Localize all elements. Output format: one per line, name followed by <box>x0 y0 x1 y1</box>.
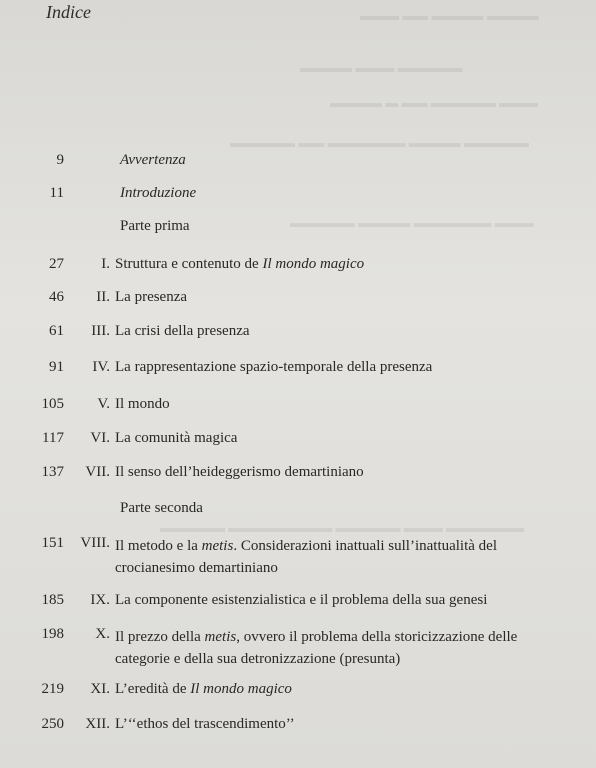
bleed-through-text: ▬▬▬ ▬▬ ▬▬▬▬ ▬▬▬▬ <box>360 8 539 23</box>
part-heading-second: Parte seconda <box>120 500 203 516</box>
chapter-number: IV. <box>92 359 110 375</box>
entry-title: La crisi della presenza <box>115 323 250 339</box>
chapter-number: I. <box>101 256 110 272</box>
chapter-number: X. <box>95 626 110 642</box>
page-number: 105 <box>41 396 64 412</box>
page-number: 198 <box>41 626 64 642</box>
chapter-number: III. <box>91 323 110 339</box>
page-number: 250 <box>41 716 64 732</box>
page-number: 46 <box>49 289 64 305</box>
entry-title: Il metodo e la metis. Considerazioni inattuali sull’inattualità del crocianesimo demartiniano <box>115 538 497 576</box>
chapter-number: V. <box>97 396 110 412</box>
entry-title: L’eredità de Il mondo magico <box>115 681 292 697</box>
index-heading: Indice <box>46 2 91 22</box>
page-number: 151 <box>41 535 64 551</box>
bleed-through-text: ▬▬▬▬▬ ▬▬ ▬▬▬▬▬▬ ▬▬▬▬ ▬▬▬▬▬ <box>230 135 529 150</box>
entry-title: Struttura e contenuto de Il mondo magico <box>115 256 365 272</box>
page-number: 185 <box>41 592 64 608</box>
chapter-number: IX. <box>90 592 110 608</box>
chapter-number: VIII. <box>80 535 110 551</box>
entry-title: La componente esistenzialistica e il problema della sua genesi <box>115 592 488 608</box>
bleed-through-text: ▬▬▬▬ ▬▬▬ ▬▬▬▬▬ <box>300 60 463 75</box>
part-heading-first: Parte prima <box>120 218 190 234</box>
page-number: 117 <box>42 430 64 446</box>
entry-title: Introduzione <box>120 185 197 201</box>
page-number: 9 <box>56 152 64 168</box>
chapter-number: XI. <box>90 681 110 697</box>
bleed-through-text: ▬▬▬▬▬ ▬▬▬▬ ▬▬▬▬▬▬ ▬▬▬ <box>290 215 534 230</box>
page-number: 137 <box>41 464 64 480</box>
page-number: 91 <box>49 359 64 375</box>
entry-title: La rappresentazione spazio-temporale della presenza <box>115 359 433 375</box>
bleed-through-text: ▬▬▬▬▬ ▬▬▬▬▬▬▬▬ ▬▬▬▬▬ ▬▬▬ ▬▬▬▬▬▬ <box>160 520 524 535</box>
page-number: 27 <box>49 256 64 272</box>
page-number: 219 <box>41 681 64 697</box>
chapter-number: XII. <box>85 716 110 732</box>
entry-title: La comunità magica <box>115 430 238 446</box>
page-number: 11 <box>49 185 64 201</box>
chapter-number: VI. <box>90 430 110 446</box>
entry-title: Il mondo <box>115 396 170 412</box>
entry-title: Il senso dell’heideggerismo demartiniano <box>115 464 364 480</box>
chapter-number: II. <box>96 289 110 305</box>
entry-title: Avvertenza <box>120 152 186 168</box>
page-number: 61 <box>49 323 64 339</box>
entry-title: Il prezzo della metis, ovvero il problema della storicizzazione delle categorie e della sua detronizzazione (presunta) <box>115 629 518 667</box>
chapter-number: VII. <box>85 464 110 480</box>
entry-title: La presenza <box>115 289 188 305</box>
bleed-through-text: ▬▬▬▬ ▬ ▬▬ ▬▬▬▬▬ ▬▬▬ <box>330 95 538 110</box>
entry-title: L’‘‘ethos del trascendimento’’ <box>115 716 295 732</box>
